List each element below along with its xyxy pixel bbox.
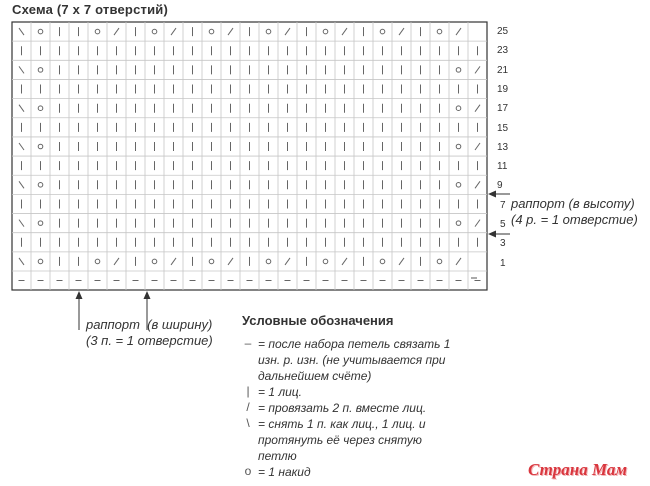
yarnover-mark: [456, 144, 461, 149]
k2tog-mark: [399, 258, 404, 265]
circle-symbol-icon: o: [244, 464, 252, 478]
yarnover-mark: [437, 259, 442, 264]
k2tog-mark: [342, 258, 347, 265]
row-number-label: 3: [500, 238, 506, 250]
k2tog-mark: [475, 220, 480, 227]
k2tog-mark: [342, 28, 347, 35]
repeat-width-arrow-right-head: [144, 291, 151, 299]
k2tog-mark: [475, 105, 480, 112]
yarnover-mark: [95, 29, 100, 34]
yarnover-mark: [266, 29, 271, 34]
watermark-logo: Страна Мам: [528, 460, 628, 479]
yarnover-mark: [38, 106, 43, 111]
legend-text-yarnover: = 1 накид: [258, 465, 311, 479]
yarnover-mark: [95, 259, 100, 264]
k2tog-mark: [456, 258, 461, 265]
skp-mark: [19, 258, 24, 265]
legend-text-dash: = после набора петель связать 1 изн. р. изн. (не учитывается при дальнейшем счёте): [258, 337, 451, 383]
yarnover-mark: [456, 183, 461, 188]
k2tog-mark: [475, 143, 480, 150]
legend-title: Условные обозначения: [242, 313, 394, 328]
legend-text-k2tog: = провязать 2 п. вместе лиц.: [258, 401, 427, 415]
k2tog-mark: [399, 28, 404, 35]
row-number-label: 5: [500, 219, 506, 230]
row-number-label: 9: [497, 180, 503, 192]
k2tog-mark: [171, 28, 176, 35]
yarnover-mark: [266, 259, 271, 264]
yarnover-mark: [380, 29, 385, 34]
backslash-symbol-icon: \: [246, 416, 250, 430]
repeat-width-line2: (3 п. = 1 отверстие): [86, 333, 213, 348]
k2tog-mark: [171, 258, 176, 265]
repeat-height-line2: (4 р. = 1 отверстие): [511, 212, 638, 227]
row-number-label: 7: [500, 199, 506, 211]
legend-text-skp: = снять 1 п. как лиц., 1 лиц. и протянуть её через снятую петлю: [258, 417, 426, 463]
slash-symbol-icon: /: [246, 400, 250, 414]
row-number-label: 11: [497, 161, 508, 173]
skp-mark: [19, 105, 24, 112]
yarnover-mark: [456, 221, 461, 226]
k2tog-mark: [228, 258, 233, 265]
yarnover-mark: [456, 68, 461, 73]
yarnover-mark: [380, 259, 385, 264]
row-number-label: 19: [497, 83, 509, 95]
vertical-bar-symbol-icon: |: [246, 384, 250, 398]
yarnover-mark: [38, 183, 43, 188]
k2tog-mark: [475, 181, 480, 188]
yarnover-mark: [38, 221, 43, 226]
chart-title: Схема (7 х 7 отверстий): [12, 2, 168, 17]
yarnover-mark: [38, 68, 43, 73]
skp-mark: [19, 143, 24, 150]
skp-mark: [19, 181, 24, 188]
dash-symbol-icon: –: [244, 336, 252, 350]
row-number-label: 21: [497, 64, 509, 76]
yarnover-mark: [152, 29, 157, 34]
yarnover-mark: [323, 259, 328, 264]
yarnover-mark: [456, 106, 461, 111]
row-number-label: 23: [497, 45, 509, 57]
row-number-label: 25: [497, 26, 509, 37]
repeat-height-arrow-top-head: [488, 191, 496, 198]
yarnover-mark: [209, 29, 214, 34]
yarnover-mark: [437, 29, 442, 34]
yarnover-mark: [152, 259, 157, 264]
legend-text-knit: = 1 лиц.: [258, 385, 302, 399]
repeat-width-arrow-left-head: [76, 291, 83, 299]
k2tog-mark: [285, 28, 290, 35]
row-number-label: 17: [497, 103, 509, 115]
repeat-height-line1: раппорт (в высоту): [511, 196, 635, 211]
k2tog-mark: [228, 28, 233, 35]
yarnover-mark: [38, 259, 43, 264]
yarnover-mark: [323, 29, 328, 34]
repeat-width-line1: раппорт (в ширину): [86, 317, 213, 332]
k2tog-mark: [475, 66, 480, 73]
yarnover-mark: [38, 144, 43, 149]
skp-mark: [19, 220, 24, 227]
k2tog-mark: [114, 28, 119, 35]
yarnover-mark: [209, 259, 214, 264]
row-number-label: 15: [497, 122, 509, 134]
row-number-label: 13: [497, 141, 509, 153]
skp-mark: [19, 66, 24, 73]
k2tog-mark: [285, 258, 290, 265]
yarnover-mark: [38, 29, 43, 34]
k2tog-mark: [114, 258, 119, 265]
skp-mark: [19, 28, 24, 35]
repeat-height-arrow-bottom-head: [488, 231, 496, 238]
row-number-label: 1: [500, 257, 506, 269]
k2tog-mark: [456, 28, 461, 35]
